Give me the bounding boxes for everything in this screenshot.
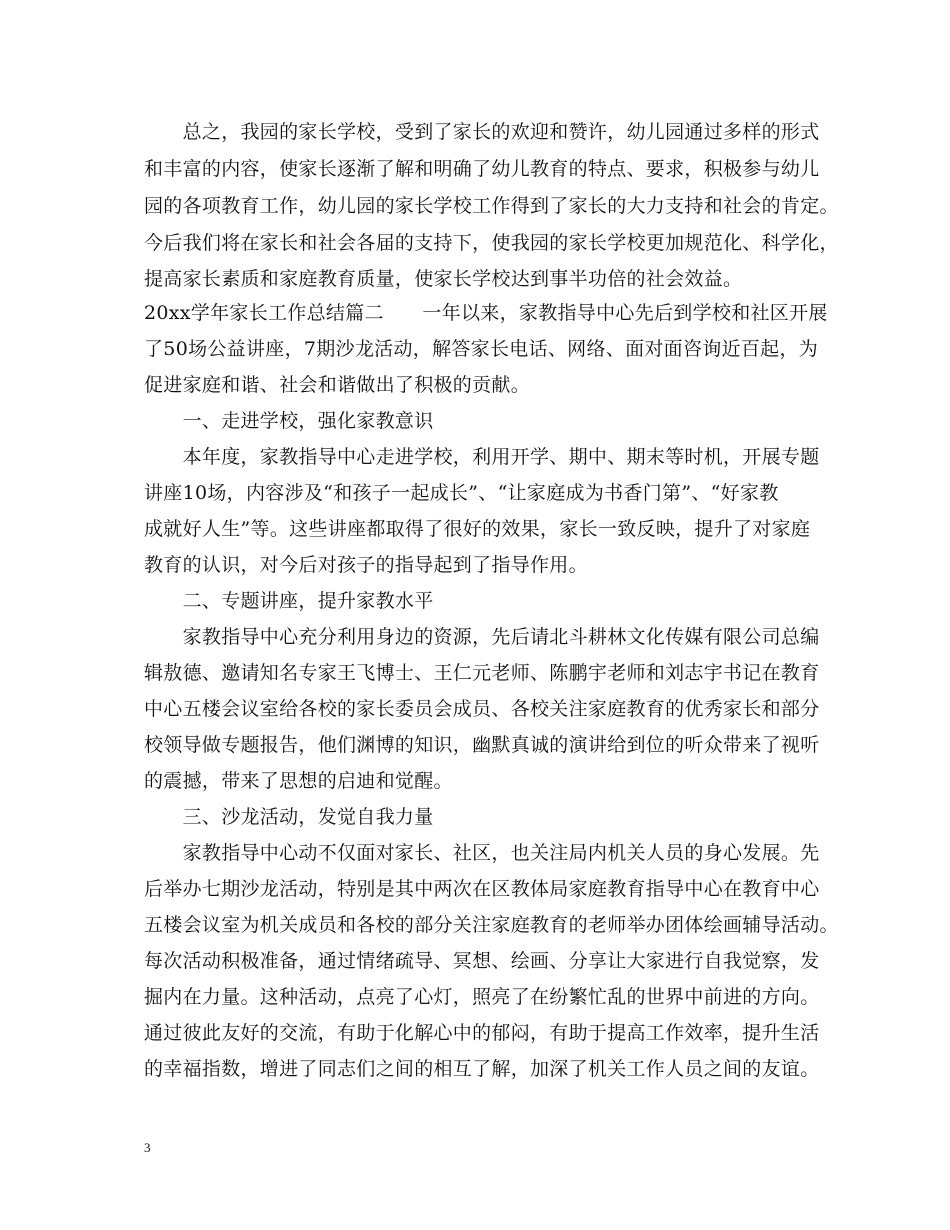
section-heading: 二、专题讲座，提升家教水平	[144, 590, 434, 612]
text-line: 提高家长素质和家庭教育质量，使家长学校达到事半功倍的社会效益。	[144, 268, 743, 290]
text-line: 中心五楼会议室给各校的家长委员会成员、各校关注家庭教育的优秀家长和部分	[144, 698, 820, 720]
section-heading: 三、沙龙活动，发觉自我力量	[144, 806, 434, 828]
text-line: 园的各项教育工作，幼儿园的家长学校工作得到了家长的大力支持和社会的肯定。	[144, 195, 839, 217]
text-line: 20xx学年家长工作总结篇二 一年以来，家教指导中心先后到学校和社区开展	[144, 302, 828, 324]
text-line: 了50场公益讲座，7期沙龙活动，解答家长电话、网络、面对面咨询近百起，为	[144, 338, 819, 360]
text-line: 总之，我园的家长学校，受到了家长的欢迎和赞许，幼儿园通过多样的形式	[144, 121, 820, 143]
text-line: 辑敖德、邀请知名专家王飞博士、王仁元老师、陈鹏宇老师和刘志宇书记在教育	[144, 662, 820, 684]
text-line: 今后我们将在家长和社会各届的支持下，使我园的家长学校更加规范化、科学化，	[144, 232, 839, 254]
text-line: 成就好人生”等。这些讲座都取得了很好的效果，家长一致反映，提升了对家庭	[144, 518, 811, 540]
page-number: 3	[144, 1140, 151, 1155]
text-line: 本年度，家教指导中心走进学校，利用开学、期中、期末等时机，开展专题	[144, 446, 820, 468]
text-line: 教育的认识，对今后对孩子的指导起到了指导作用。	[144, 554, 588, 576]
text-line: 促进家庭和谐、社会和谐做出了积极的贡献。	[144, 374, 531, 396]
text-line: 校领导做专题报告，他们渊博的知识，幽默真诚的演讲给到位的听众带来了视听	[144, 734, 820, 756]
text-line: 掘内在力量。这种活动，点亮了心灯，照亮了在纷繁忙乱的世界中前进的方向。	[144, 986, 820, 1008]
text-line: 的幸福指数，增进了同志们之间的相互了解，加深了机关工作人员之间的友谊。	[144, 1058, 820, 1080]
text-line: 家教指导中心充分利用身边的资源，先后请北斗耕林文化传媒有限公司总编	[144, 626, 820, 648]
text-line: 的震撼，带来了思想的启迪和觉醒。	[144, 770, 453, 792]
text-line: 讲座10场，内容涉及“和孩子一起成长”、“让家庭成为书香门第”、“好家教	[144, 482, 779, 504]
text-line: 每次活动积极准备，通过情绪疏导、冥想、绘画、分享让大家进行自我觉察，发	[144, 950, 820, 972]
text-line: 通过彼此友好的交流，有助于化解心中的郁闷，有助于提高工作效率，提升生活	[144, 1022, 820, 1044]
text-line: 和丰富的内容，使家长逐渐了解和明确了幼儿教育的特点、要求，积极参与幼儿	[144, 158, 820, 180]
text-line: 后举办七期沙龙活动，特别是其中两次在区教体局家庭教育指导中心在教育中心	[144, 878, 820, 900]
text-line: 五楼会议室为机关成员和各校的部分关注家庭教育的老师举办团体绘画辅导活动。	[144, 914, 839, 936]
section-heading: 一、走进学校，强化家教意识	[144, 410, 434, 432]
text-line: 家教指导中心动不仅面对家长、社区，也关注局内机关人员的身心发展。先	[144, 842, 820, 864]
